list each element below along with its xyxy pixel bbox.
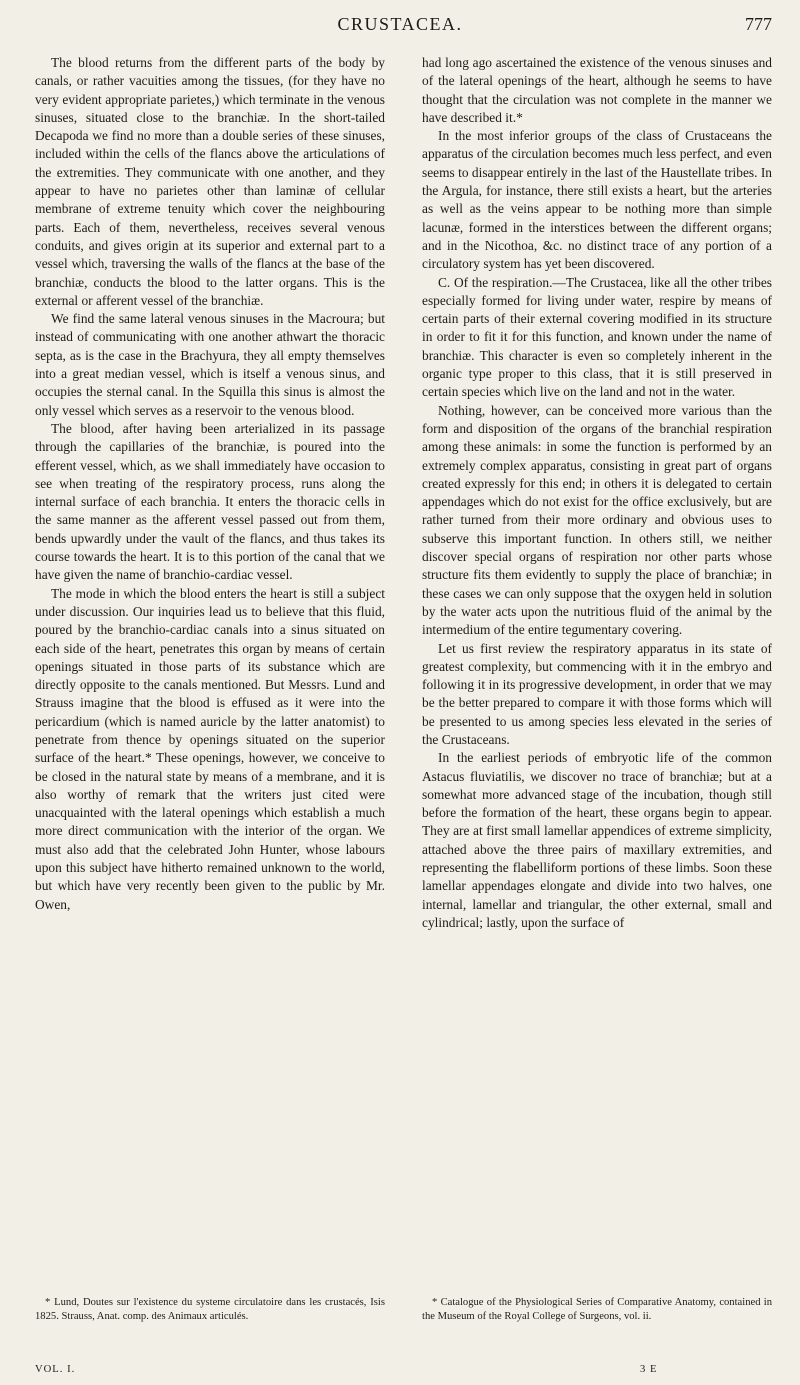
left-paragraph-1: The blood returns from the different parts of the body by canals, or rather vacuities among the tissues, (for they have no very evident appropriate parietes,) which terminate in the venous sinuses, situated close to the branchiæ. In the short-tailed Decapoda we find no more than a double series of these sinuses, included within the cells of the flancs above the articulations of the extremities. They communicate with one another, and they appear to have no parietes other than laminæ of cellular membrane of extreme tenuity which cover the neighbouring parts. Each of them, nevertheless, receives several venous conduits, and gives origin at its superior and external part to a vessel which, traversing the walls of the flancs at the base of the branchiæ, conducts the blood to the latter organs. This is the external or afferent vessel of the branchiæ. <box>35 55 385 308</box>
right-paragraph-4: Nothing, however, can be conceived more various than the form and disposition of the organs of the branchial respiration among these animals: in some the function is performed by an extremely complex apparatus, consisting in great part of organs created expressly for this end; in others it is delegated to certain appendages which do not exist for the office exclusively, but are rather turned from their more ordinary and obvious uses to subserve this important function. In others still, we neither discover special organs of respiration nor other parts whose structure fits them evidently to supply the place of branchiæ; in these cases we can only suppose that the oxygen held in solution by the water acts upon the nutritious fluid of the animal by the intermedium of the entire tegumentary covering. <box>422 402 772 638</box>
right-paragraph-2: In the most inferior groups of the class of Crustaceans the apparatus of the circulation becomes much less perfect, and even seems to disappear entirely in the last of the Haustellate tribes. In the Argula, for instance, there still exists a heart, but the arteries as well as the veins appear to be nothing more than simple lacunæ, formed in the interstices between the different organs; and in the Nicothoa, &c. no distinct trace of any portion of a circulatory system has yet been discovered. <box>422 128 772 272</box>
right-column <box>422 54 772 932</box>
footnote-right-text: * Catalogue of the Physiological Series of Comparative Anatomy, contained in the Museum of the Royal College of Surgeons, vol. ii. <box>422 1297 772 1322</box>
footnote-left <box>35 1296 385 1323</box>
running-title: CRUSTACEA. <box>337 14 463 34</box>
left-paragraph-4: The mode in which the blood enters the heart is still a subject under discussion. Our inquiries lead us to believe that this fluid, poured by the branchio-cardiac canals into a sinus situated on each side of the heart, penetrates this organ by means of certain openings situated in those parts of its substance which are directly opposite to the canals mentioned. But Messrs. Lund and Strauss imagine that the blood is effused as it were into the pericardium (which is named auricle by the latter anatomist) to penetrate from thence by openings situated on the superior surface of the heart.* These openings, however, we conceive to be closed in the natural state by means of a membrane, and it is also worthy of remark that the writers just cited were unacquainted with the lateral openings which establish a much more direct communication with the interior of the organ. We must also add that the celebrated John Hunter, whose labours upon this subject have hitherto remained unknown to the world, but which have very recently been given to the public by Mr. Owen, <box>35 585 385 912</box>
signature-mark: 3 E <box>640 1364 658 1375</box>
left-paragraph-3: The blood, after having been arterialized in its passage through the capillaries of the branchiæ, is poured into the efferent vessel, which, as we shall immediately have occasion to see when treating of the respiratory process, runs along the internal surface of each branchia. It enters the thoracic cells in the same manner as the afferent vessel passed out from them, bends upwardly under the vault of the flancs, and thus takes its course towards the heart. It is to this portion of the canal that we have given the name of branchio-cardiac vessel. <box>35 420 385 583</box>
volume-mark: VOL. I. <box>35 1364 76 1375</box>
right-paragraph-5: Let us first review the respiratory apparatus in its state of greatest complexity, but commencing with it in the embryo and following it in its progressive development, in order that we may be the better prepared to compare it with those forms which will be presented to us among species less elevated in the series of the Crustaceans. <box>422 640 772 747</box>
footnote-right <box>422 1296 772 1323</box>
page-header <box>0 14 800 44</box>
right-paragraph-3: C. Of the respiration.—The Crustacea, like all the other tribes especially formed for living under water, respire by means of certain parts of their external covering modified in its structure in order to fit it for this function, and known under the name of branchiæ. This character is even so completely inherent in the organic type proper to this class, that it is still preserved in certain species which live on the land and not in the water. <box>422 274 772 400</box>
left-column <box>35 54 385 914</box>
right-paragraph-1: had long ago ascertained the existence of the venous sinuses and of the lateral openings of the heart, although he seems to have thought that the circulation was not complete in the manner we have described it.* <box>422 55 772 125</box>
left-paragraph-2: We find the same lateral venous sinuses in the Macroura; but instead of communicating with one another athwart the thoracic septa, as is the case in the Brachyura, they all empty themselves into a great median vessel, which is itself a venous sinus, and occupies the sternal canal. In the Squilla this sinus is almost the only vessel which serves as a reservoir to the venous blood. <box>35 311 385 418</box>
footnote-left-text: * Lund, Doutes sur l'existence du systeme circulatoire dans les crustacés, Isis 1825. Strauss, Anat. comp. des Animaux articulés. <box>35 1297 385 1322</box>
right-paragraph-6: In the earliest periods of embryotic life of the common Astacus fluviatilis, we discover no trace of branchiæ; but at a somewhat more advanced stage of the incubation, though still before the formation of the heart, these organs begin to appear. They are at first small lamellar appendices of extreme simplicity, attached above the three pairs of maxillary extremities, and representing the flabelliform portions of these limbs. Soon these lamellar appendages elongate and divide into two halves, one internal, lamellar and triangular, the other external, small and cylindrical; lastly, upon the surface of <box>422 750 772 930</box>
page-number: 777 <box>745 14 772 34</box>
